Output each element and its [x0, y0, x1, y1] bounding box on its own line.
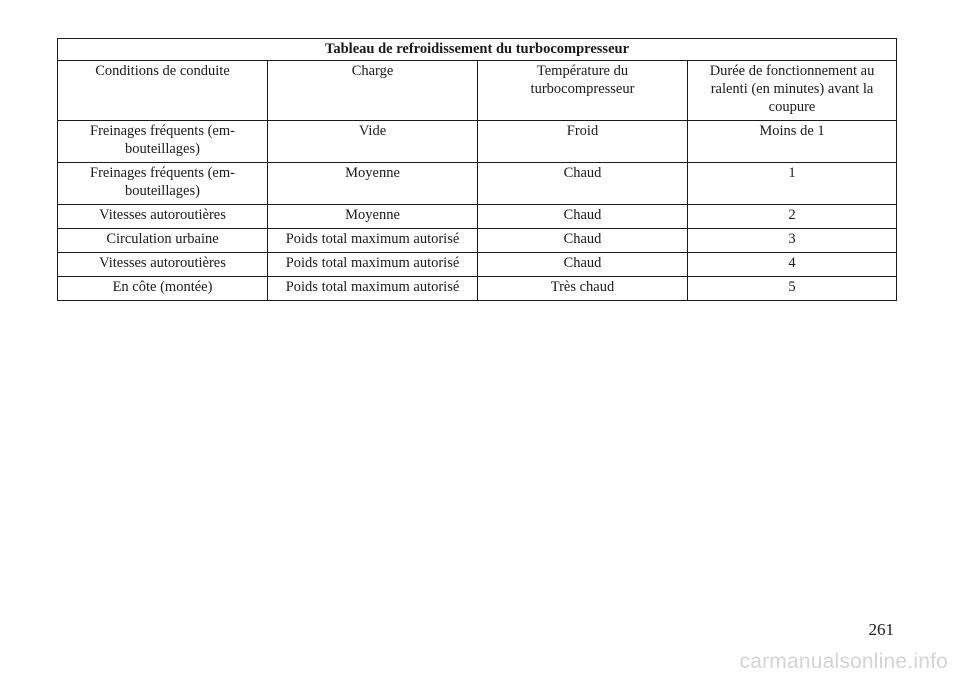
cell-temperature: Très chaud	[478, 277, 688, 301]
cell-duration: 3	[688, 229, 897, 253]
cell-temperature: Chaud	[478, 229, 688, 253]
page-number: 261	[868, 620, 894, 639]
cell-temperature: Chaud	[478, 163, 688, 205]
cell-load: Moyenne	[268, 205, 478, 229]
header-idle-duration: Durée de fonctionnement au ralenti (en minutes) avant la coupure	[688, 61, 897, 121]
turbo-cooldown-table	[57, 38, 897, 301]
table-row	[58, 229, 897, 253]
watermark-text: carmanualsonline.info	[739, 650, 948, 673]
cell-temperature: Chaud	[478, 253, 688, 277]
cell-condition: Freinages fréquents (em-bouteillages)	[58, 163, 268, 205]
cell-load: Poids total maximum autorisé	[268, 277, 478, 301]
table-row	[58, 277, 897, 301]
cell-load: Moyenne	[268, 163, 478, 205]
cell-temperature: Froid	[478, 121, 688, 163]
cell-duration: Moins de 1	[688, 121, 897, 163]
cell-duration: 1	[688, 163, 897, 205]
header-load: Charge	[268, 61, 478, 121]
cell-temperature: Chaud	[478, 205, 688, 229]
table-row	[58, 121, 897, 163]
cell-condition: Vitesses autoroutières	[58, 253, 268, 277]
cell-condition: Vitesses autoroutières	[58, 205, 268, 229]
table-row	[58, 253, 897, 277]
cell-duration: 4	[688, 253, 897, 277]
cell-condition: Circulation urbaine	[58, 229, 268, 253]
header-driving-conditions: Conditions de conduite	[58, 61, 268, 121]
cell-duration: 5	[688, 277, 897, 301]
header-turbo-temperature: Température du turbocompresseur	[478, 61, 688, 121]
cell-condition: En côte (montée)	[58, 277, 268, 301]
table-title-row	[58, 39, 897, 61]
cell-load: Poids total maximum autorisé	[268, 229, 478, 253]
cell-condition: Freinages fréquents (em-bouteillages)	[58, 121, 268, 163]
table-header-row	[58, 61, 897, 121]
table-title: Tableau de refroidissement du turbocompresseur	[58, 39, 897, 61]
cell-duration: 2	[688, 205, 897, 229]
cell-load: Vide	[268, 121, 478, 163]
table-row	[58, 163, 897, 205]
cell-load: Poids total maximum autorisé	[268, 253, 478, 277]
table-row	[58, 205, 897, 229]
